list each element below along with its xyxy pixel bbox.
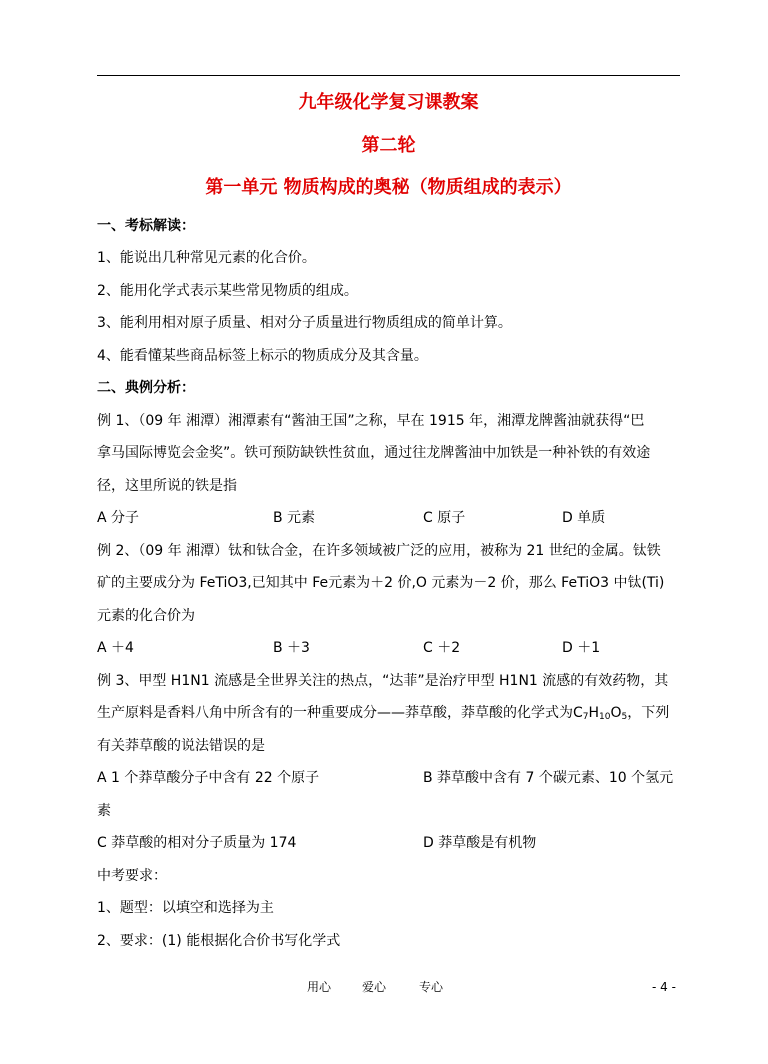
section1-heading: 一、考标解读： — [97, 218, 195, 234]
formula-subscript: 5 — [621, 712, 628, 722]
option-d: D 莽草酸是有机物 — [423, 835, 537, 851]
option-c: C 原子 — [423, 510, 466, 526]
option-a: A ＋4 — [97, 640, 134, 656]
section1-item: 3、能利用相对原子质量、相对分子质量进行物质组成的简单计算。 — [97, 315, 512, 331]
page-number: - 4 - — [652, 980, 676, 994]
formula-element: H — [588, 705, 600, 721]
section1-item: 1、能说出几种常见元素的化合价。 — [97, 250, 316, 266]
example2-text: 例 2、（09 年 湘潭）钛和钛合金，在许多领域被广泛的应用，被称为 21 世纪的金属。钛铁 — [97, 543, 661, 559]
header-rule — [97, 75, 680, 76]
footer-label: 专心 — [419, 980, 444, 994]
example2-text: 元素的化合价为 — [97, 608, 195, 624]
example3-text-part: 生产原料是香料八角中所含有的一种重要成分——莽草酸，莽草酸的化学式为 — [97, 705, 573, 721]
requirements-heading: 中考要求： — [97, 868, 167, 884]
example3-text: 例 3、甲型 H1N1 流感是全世界关注的热点，“达菲”是治疗甲型 H1N1 流感的有效药物，其 — [97, 673, 669, 689]
footer-label: 爱心 — [362, 980, 387, 994]
example1-text: 例 1、（09 年 湘潭）湘潭素有“酱油王国”之称，早在 1915 年，湘潭龙牌酱油就获得“巴 — [97, 413, 645, 429]
option-a: A 分子 — [97, 510, 140, 526]
formula-element: O — [610, 705, 622, 721]
formula-subscript: 7 — [582, 712, 589, 722]
option-b: B ＋3 — [273, 640, 310, 656]
option-c: C 莽草酸的相对分子质量为 174 — [97, 835, 297, 851]
requirement-item: 1、题型：以填空和选择为主 — [97, 900, 274, 916]
section2-heading: 二、典例分析： — [97, 380, 195, 396]
example3-text-tail: ，下列 — [627, 705, 670, 721]
option-a: A 1 个莽草酸分子中含有 22 个原子 — [97, 770, 320, 786]
formula-element: C — [573, 705, 583, 721]
unit-title: 第一单元 物质构成的奥秘（物质组成的表示） — [205, 177, 572, 198]
footer-label: 用心 — [307, 980, 332, 994]
chemical-formula — [573, 705, 627, 721]
option-d: D ＋1 — [562, 640, 601, 656]
document-title: 九年级化学复习课教案 — [298, 92, 479, 113]
option-b: B 元素 — [273, 510, 316, 526]
option-b: B 莽草酸中含有 7 个碳元素、10 个氢元 — [423, 770, 674, 786]
option-c: C ＋2 — [423, 640, 461, 656]
example3-text: 有关莽草酸的说法错误的是 — [97, 738, 265, 754]
example1-text: 拿马国际博览会金奖”。铁可预防缺铁性贫血，通过往龙牌酱油中加铁是一种补铁的有效途 — [97, 445, 651, 461]
option-b-continuation: 素 — [97, 803, 111, 819]
section1-item: 4、能看懂某些商品标签上标示的物质成分及其含量。 — [97, 348, 428, 364]
round-title: 第二轮 — [361, 135, 416, 156]
example1-text: 径，这里所说的铁是指 — [97, 478, 237, 494]
formula-subscript: 10 — [599, 712, 611, 722]
option-d: D 单质 — [562, 510, 606, 526]
example2-text: 矿的主要成分为 FeTiO3,已知其中 Fe元素为＋2 价,O 元素为－2 价，那么 FeTiO3 中钛(Ti) — [97, 575, 665, 591]
section1-item: 2、能用化学式表示某些常见物质的组成。 — [97, 283, 358, 299]
requirement-item: 2、要求：(1) 能根据化合价书写化学式 — [97, 933, 341, 949]
example3-text — [97, 703, 680, 723]
